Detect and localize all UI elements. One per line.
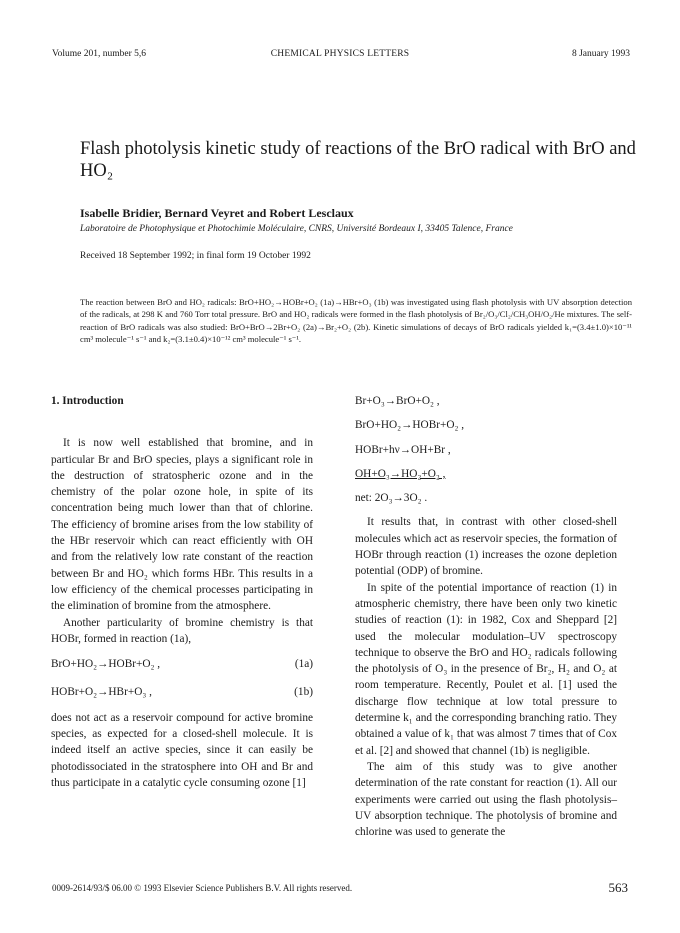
equation-1a — [51, 656, 313, 672]
intro-paragraph-3: does not act as a reservoir compound for active bromine species, as expected for a closed-shell molecule. It is indeed itself an active species, since it can easily be photodissociated in the stratosphere into OH and Br and thus participate in a catalytic cycle consuming ozone [1] — [51, 711, 313, 789]
cycle-reaction-3: HOBr+hν→OH+Br , — [355, 443, 451, 456]
cycle-reaction-4: OH+O₃→HO₂+O₂ , — [355, 467, 446, 480]
abstract: The reaction between BrO and HO₂ radicals: BrO+HO₂→HOBr+O₂ (1a)→HBr+O₃ (1b) was investigated using flash photolysis with UV absorption detection of the radicals, at 298 K and 760 Torr total pressure. BrO and HO₂ radicals were formed in the flash photolysis of Br₂/O₃/Cl₂/CH₃OH/O₂/He mixtures. The self-reaction of BrO radicals was also studied: BrO+BrO→2Br+O₂ (2a)→Br₂+O₂ (2b). Kinetic simulations of decays of BrO radicals yielded k₁=(3.4±1.0)×10⁻¹¹ cm³ molecule⁻¹ s⁻¹ and k₂=(3.1±0.4)×10⁻¹² cm³ molecule⁻¹ s⁻¹. — [80, 297, 632, 345]
equation-1b — [51, 684, 313, 700]
right-paragraph-2: In spite of the potential importance of reaction (1) in atmospheric chemistry, there have been only two kinetic studies of reaction (1): in 1982, Cox and Sheppard [2] used the molecular modulation–UV spectroscopy technique to observe the BrO and HO₂ radicals following the photolysis of O₃ in the presence of Br₂, H₂ and O₂ at room temperature. Recently, Poulet et al. [1] used the discharge flow technique at low total pressure to determine k₁ and the corresponding branching ratio. They obtained a value of k₁ that was almost 7 times that of Cox et al. [2] and showed that channel (1b) is negligible. — [355, 581, 617, 757]
article-title: Flash photolysis kinetic study of reactions of the BrO radical with BrO and HO₂ — [80, 139, 636, 181]
left-column — [51, 393, 313, 791]
copyright-line: 0009-2614/93/$ 06.00 © 1993 Elsevier Science Publishers B.V. All rights reserved. — [52, 883, 353, 893]
intro-paragraph-1: It is now well established that bromine, and in particular Br and BrO species, plays a significant role in the destruction of stratospheric ozone and in the chemistry of the polar ozone hole, in spite of its concentration being much lower than that of chlorine. The efficiency of bromine arises from the low stability of the HBr reservoir which can react efficiently with OH and from the relatively low rate constant of the reaction between Br and HO₂ which forms HBr. This results in a low efficiency of the chemical processes participating in the elimination of bromine from the atmosphere. — [51, 437, 313, 613]
intro-paragraph-2: Another particularity of bromine chemistry is that HOBr, formed in reaction (1a), — [51, 616, 313, 645]
equation-1b-number: (1b) — [294, 686, 313, 699]
affiliation: Laboratoire de Photophysique et Photochimie Moléculaire, CNRS, Université Bordeaux I, 33405 Talence, France — [80, 224, 513, 234]
right-column — [355, 393, 617, 840]
cycle-reaction-1: Br+O₃→BrO+O₂ , — [355, 395, 440, 407]
section-heading: 1. Introduction — [51, 395, 124, 407]
page-number: 563 — [608, 880, 628, 895]
issue-date: 8 January 1993 — [571, 49, 630, 59]
right-paragraph-1: It results that, in contrast with other closed-shell molecules which act as reservoir species, the formation of HOBr through reaction (1) increases the ozone depletion potential (ODP) of bromine. — [355, 516, 617, 578]
equation-1a-number: (1a) — [294, 658, 313, 671]
journal-name: CHEMICAL PHYSICS LETTERS — [270, 49, 410, 59]
net-reaction: net: 2O₃→3O₂ . — [355, 492, 428, 505]
received-dates: Received 18 September 1992; in final form 19 October 1992 — [80, 251, 311, 261]
journal-volume: Volume 201, number 5,6 — [52, 49, 147, 59]
cycle-reaction-2: BrO+HO₂→HOBr+O₂ , — [355, 419, 465, 432]
equation-1b-text: HOBr+O₂→HBr+O₃ , — [51, 686, 152, 699]
equation-1a-text: BrO+HO₂→HOBr+O₂ , — [51, 658, 161, 671]
authors: Isabelle Bridier, Bernard Veyret and Robert Lesclaux — [80, 206, 354, 220]
right-paragraph-3: The aim of this study was to give another determination of the rate constant for reaction (1). All our experiments were carried out using the flash photolysis–UV absorption technique. The photolysis of bromine and chlorine was used to generate the — [355, 760, 617, 839]
